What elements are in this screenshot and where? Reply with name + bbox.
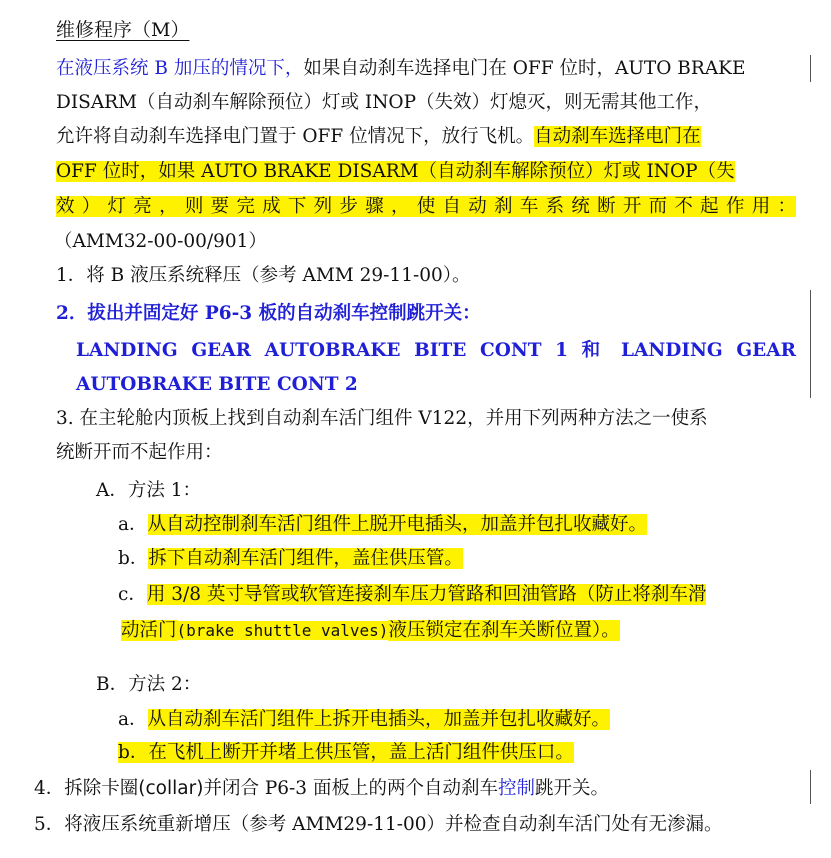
- step-2-circuit-breakers-cont: AUTOBRAKE BITE CONT 2: [76, 374, 358, 395]
- step-2-circuit-breakers: LANDING GEAR AUTOBRAKE BITE CONT 1 和 LANDING GEAR: [76, 340, 796, 361]
- intro-line-5: [56, 194, 796, 220]
- highlight-text: 自动刹车选择电门在: [534, 126, 701, 147]
- change-bar: [810, 290, 811, 398]
- method-b-label: B．方法 2：: [96, 674, 202, 695]
- amm-reference: （AMM32-00-00/901）: [54, 231, 267, 252]
- intro-line-3: 允许将自动刹车选择电门置于 OFF 位情况下，放行飞机。自动刹车选择电门在: [56, 126, 701, 147]
- step-5: 5．将液压系统重新增压（参考 AMM29-11-00）并检查自动刹车活门处有无渗漏。: [34, 814, 723, 835]
- highlight-text: b．在飞机上断开并堵上供压管，盖上活门组件供压口。: [118, 742, 574, 763]
- step-4: 4．拆除卡圈(collar)并闭合 P6-3 面板上的两个自动刹车控制跳开关。: [34, 778, 609, 799]
- highlight-text: 从自动刹车活门组件上拆开电插头，加盖并包扎收藏好。: [147, 709, 611, 730]
- step-2: 2．拔出并固定好 P6-3 板的自动刹车控制跳开关：: [56, 303, 481, 324]
- intro-condition: 在液压系统 B 加压的情况下，: [56, 58, 304, 79]
- highlight-text: OFF 位时，如果 AUTO BRAKE DISARM（自动刹车解除预位）灯或 INOP（失: [56, 161, 735, 182]
- code-text: (brake shuttle valves): [176, 621, 389, 640]
- highlight-text: 效）灯亮，则要完成下列步骤，使自动刹车系统断开而不起作用：: [56, 196, 796, 217]
- method-b-item-a: a．从自动刹车活门组件上拆开电插头，加盖并包扎收藏好。: [118, 709, 611, 730]
- highlight-text: 拆下自动刹车活门组件，盖住供压管。: [148, 548, 463, 569]
- intro-line-1: 在液压系统 B 加压的情况下，如果自动刹车选择电门在 OFF 位时，AUTO BRAKE: [56, 58, 746, 79]
- intro-line-2: DISARM（自动刹车解除预位）灯或 INOP（失效）灯熄灭，则无需其他工作，: [56, 92, 713, 113]
- intro-line-4: [56, 159, 735, 185]
- step-3-line-2: 统断开而不起作用：: [56, 442, 223, 463]
- method-a-item-b: b．拆下自动刹车活门组件，盖住供压管。: [118, 548, 463, 569]
- highlight-text: 从自动控制刹车活门组件上脱开电插头，加盖并包扎收藏好。: [147, 514, 648, 535]
- step-1: 1．将 B 液压系统释压（参考 AMM 29-11-00）。: [56, 265, 471, 286]
- method-a-item-c-cont: 动活门(brake shuttle valves)液压锁定在刹车关断位置）。: [121, 620, 620, 641]
- method-a-item-a: a．从自动控制刹车活门组件上脱开电插头，加盖并包扎收藏好。: [118, 514, 648, 535]
- method-a-item-c: c．用 3/8 英寸导管或软管连接刹车压力管路和回油管路（防止将刹车滑: [118, 584, 707, 605]
- method-a-label: A．方法 1：: [96, 480, 202, 501]
- step-3-line-1: 3. 在主轮舱内顶板上找到自动刹车活门组件 V122，并用下列两种方法之一使系: [56, 408, 708, 429]
- change-bar: [810, 55, 811, 82]
- page-title: 维修程序（M）: [56, 19, 190, 41]
- change-bar: [810, 770, 811, 804]
- highlight-text: 用 3/8 英寸导管或软管连接刹车压力管路和回油管路（防止将刹车滑: [146, 584, 707, 605]
- method-b-item-b: [118, 740, 574, 766]
